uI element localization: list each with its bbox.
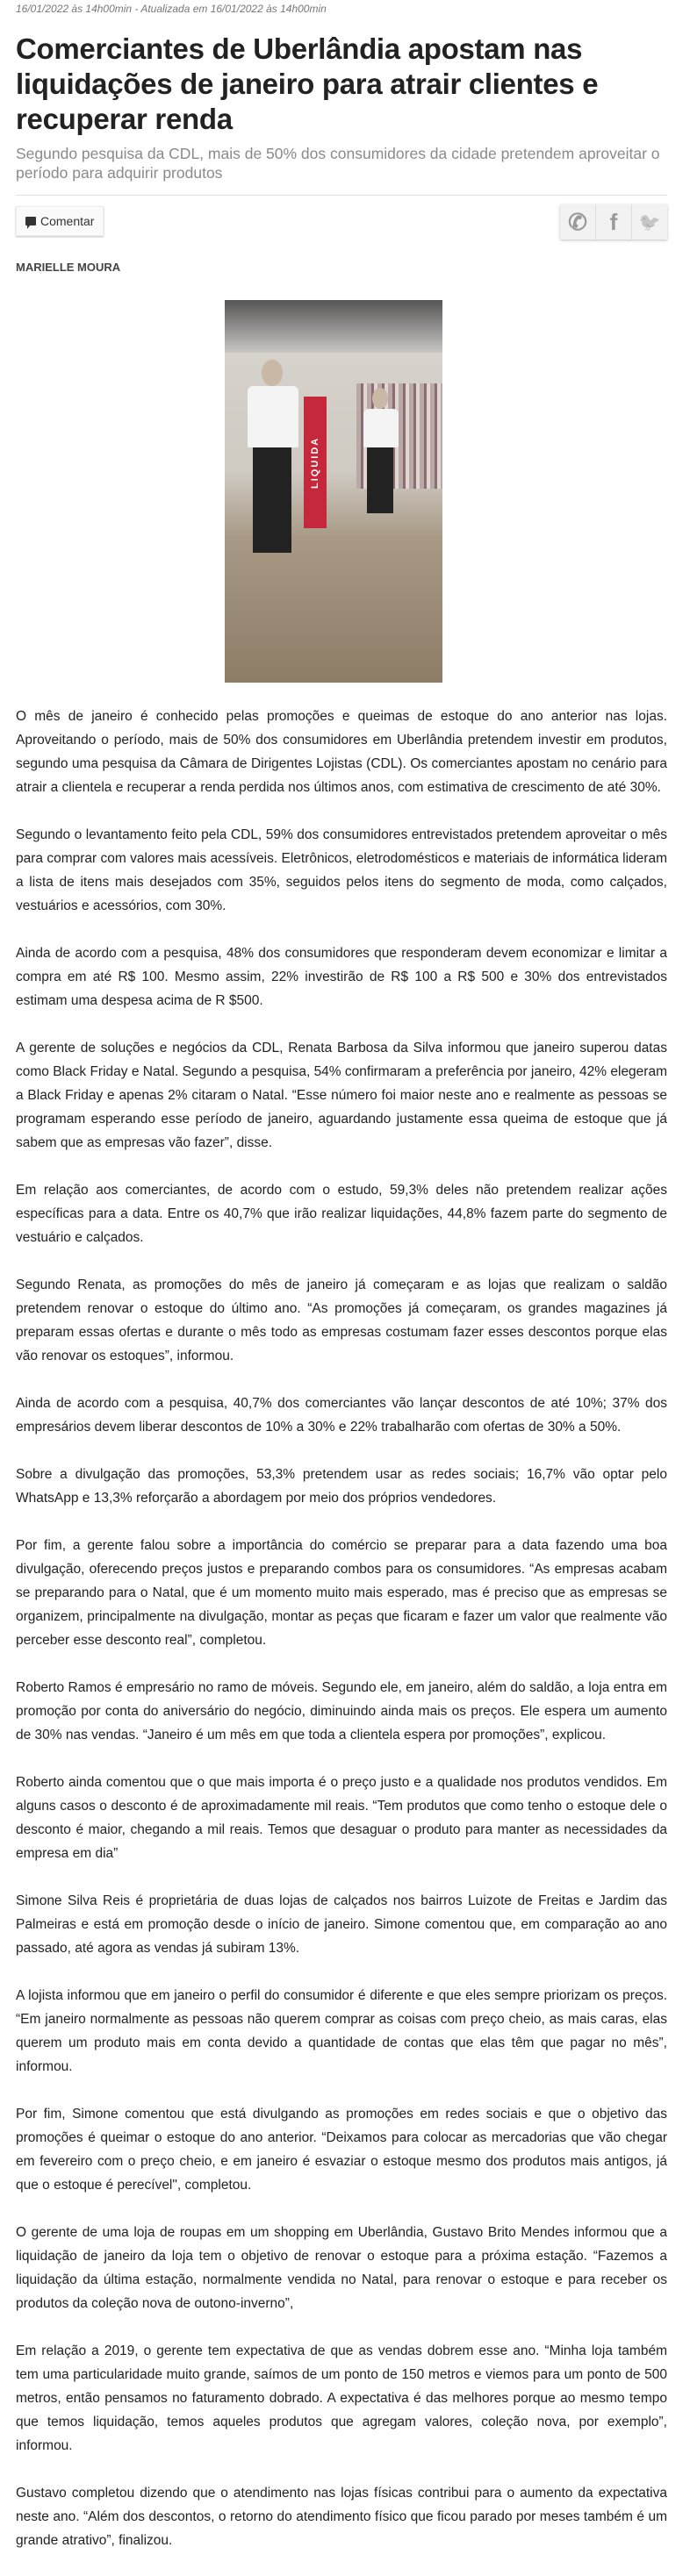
article-paragraph: Roberto Ramos é empresário no ramo de móveis. Segundo ele, em janeiro, além do saldão, a loja entra em promoção por conta do aniversário do negócio, diminuindo ainda mais os preços. Ele espera um aumento de 30% nas vendas. “Janeiro é um mês em que toda a clientela espera por promoções”, explicou. [16, 1680, 667, 1742]
comment-button[interactable] [16, 206, 104, 236]
photo-sale-sign: LIQUIDA [304, 397, 327, 528]
facebook-share-button[interactable] [596, 204, 632, 240]
article-paragraph: A gerente de soluções e negócios da CDL, Renata Barbosa da Silva informou que janeiro superou datas como Black Friday e Natal. Segundo a pesquisa, 54% confirmaram a preferência por janeiro, 42% elegeram a Black Friday e apenas 2% citaram o Natal. “Esse número foi maior neste ano e realmente as pessoas se programam esperando esse período de janeiro, aguardando justamente essa queima de estoque que já sabem que as empresas vão fazer”, disse. [16, 1041, 667, 1150]
comment-icon [25, 217, 36, 225]
publish-date: 16/01/2022 às 14h00min - Atualizada em 16/01/2022 às 14h00min [16, 3, 327, 15]
whatsapp-icon: ✆ [568, 208, 587, 235]
article-paragraph: Por fim, Simone comentou que está divulgando as promoções em redes sociais e que o objetivo das promoções é queimar o estoque do ano anterior. “Deixamos para colocar as mercadorias que vão chegar em fevereiro com o preço cheio, e em janeiro é esvaziar o estoque mesmo dos produtos mais antigos, já que o estoque é perecível", completou. [16, 2107, 667, 2193]
article-paragraph: O gerente de uma loja de roupas em um shopping em Uberlândia, Gustavo Brito Mendes informou que a liquidação de janeiro da loja tem o objetivo de renovar o estoque para a próxima estação. “Fazemos a liquidação da última estação, normalmente vendida no Natal, para renovar o estoque e para receber os produtos da coleção nova de outono-inverno”, [16, 2225, 667, 2311]
article-paragraph: Por fim, a gerente falou sobre a importância do comércio se preparar para a data fazendo uma boa divulgação, oferecendo preços justos e preparando combos para os consumidores. “As empresas acabam se preparando para o Natal, que é um momento muito mais esperado, mas é preciso que as empresas se organizem, principalmente na divulgação, montar as peças que ficaram e fazer um valor que realmente vão perceber esse desconto real”, completou. [16, 1538, 667, 1648]
photo-mannequin-head [262, 360, 283, 386]
article-paragraph: Segundo Renata, as promoções do mês de janeiro já começaram e as lojas que realizam o saldão pretendem renovar o estoque do último ano. “As promoções já começaram, os grandes magazines já preparam essas ofertas e durante o mês todo as empresas costumam fazer esses descontos porque elas vão renovar os estoques”, informou. [16, 1277, 667, 1363]
article-paragraph: Gustavo completou dizendo que o atendimento nas lojas físicas contribui para o aumento da expectativa neste ano. “Além dos descontos, o retorno do atendimento físico que ficou parado por meses também é um grande atrativo”, finalizou. [16, 2486, 667, 2548]
action-bar [16, 196, 667, 259]
article-subtitle: Segundo pesquisa da CDL, mais de 50% dos consumidores da cidade pretendem aproveitar o período para adquirir produtos [16, 145, 660, 182]
article-paragraph: Em relação a 2019, o gerente tem expectativa de que as vendas dobrem esse ano. “Minha loja também tem uma particularidade muito grande, saímos de um ponto de 150 metros e viemos para um ponto de 500 metros, então pensamos no faturamento dobrado. A expectativa é das melhores porque ao mesmo tempo que temos liquidação, temos aqueles produtos que agregam valores, coleção nova, por exemplo”, informou. [16, 2343, 667, 2453]
article-paragraph: Simone Silva Reis é proprietária de duas lojas de calçados nos bairros Luizote de Freitas e Jardim das Palmeiras e está em promoção desde o início de janeiro. Simone comentou que, em comparação ao ano passado, até agora as vendas já subiram 13%. [16, 1893, 667, 1956]
twitter-icon: 🐦 [638, 212, 661, 233]
photo-mannequin-shirt [363, 409, 399, 447]
photo-mannequin-pants [253, 447, 291, 553]
article-paragraph: Ainda de acordo com a pesquisa, 40,7% dos comerciantes vão lançar descontos de até 10%; 37% dos empresários devem liberar descontos de 10% a 30% e 22% trabalharão com ofertas de 30% a 50%. [16, 1396, 667, 1435]
article-paragraph: Sobre a divulgação das promoções, 53,3% pretendem usar as redes sociais; 16,7% vão optar pelo WhatsApp e 13,3% reforçarão a abordagem por meio dos próprios vendedores. [16, 1467, 667, 1506]
article-paragraph: O mês de janeiro é conhecido pelas promoções e queimas de estoque do ano anterior nas lojas. Aproveitando o período, mais de 50% dos consumidores em Uberlândia pretendem investir em produtos, segundo uma pesquisa da Câmara de Dirigentes Lojistas (CDL). Os comerciantes apostam no cenário para atrair a clientela e recuperar a renda perdida nos últimos anos, com estimativa de crescimento de até 30%. [16, 709, 667, 795]
author-name: MARIELLE MOURA [16, 261, 121, 274]
photo-ceiling [225, 300, 442, 353]
twitter-share-button[interactable] [632, 204, 667, 240]
photo-mannequin-head [372, 388, 388, 409]
article-title: Comerciantes de Uberlândia apostam nas liquidações de janeiro para atrair clientes e recuperar renda [16, 32, 599, 135]
article-header [0, 0, 690, 296]
facebook-icon: f [609, 208, 618, 235]
article-body [16, 705, 667, 2576]
article-paragraph: Segundo o levantamento feito pela CDL, 59% dos consumidores entrevistados pretendem aproveitar o mês para comprar com valores mais acessíveis. Eletrônicos, eletrodomésticos e materiais de informática lideram a lista de itens mais desejados com 35%, seguidos pelos itens do segmento de moda, como calçados, vestuários e acessórios, com 30%. [16, 827, 667, 913]
article-paragraph: Roberto ainda comentou que o que mais importa é o preço justo e a qualidade nos produtos vendidos. Em alguns casos o desconto é de aproximadamente mil reais. “Tem produtos que como tenho o estoque dele o desconto é maior, chegando a mil reais. Temos que desaguar o produto para manter as necessidades da empresa em dia” [16, 1775, 667, 1861]
article-photo [225, 300, 442, 683]
article-paragraph: A lojista informou que em janeiro o perfil do consumidor é diferente e que eles sempre priorizam os preços. “Em janeiro normalmente as pessoas não querem comprar as coisas com preço cheio, as mais caras, elas querem um produto mais em conta devido a quantidade de contas que elas têm que pagar no mês”, informou. [16, 1988, 667, 2074]
photo-mannequin-pants [367, 447, 393, 513]
comment-label: Comentar [40, 214, 95, 228]
article-paragraph: Em relação aos comerciantes, de acordo com o estudo, 59,3% deles não pretendem realizar ações específicas para a data. Entre os 40,7% que irão realizar liquidações, 44,8% fazem parte do segmento de vestuário e calçados. [16, 1183, 667, 1245]
photo-mannequin-shirt [248, 386, 298, 447]
article-paragraph: Ainda de acordo com a pesquisa, 48% dos consumidores que responderam devem economizar e limitar a compra em até R$ 100. Mesmo assim, 22% investirão de R$ 100 a R$ 500 e 30% dos entrevistados estimam uma despesa acima de R $500. [16, 946, 667, 1008]
share-buttons [560, 204, 667, 240]
whatsapp-share-button[interactable] [560, 204, 596, 240]
